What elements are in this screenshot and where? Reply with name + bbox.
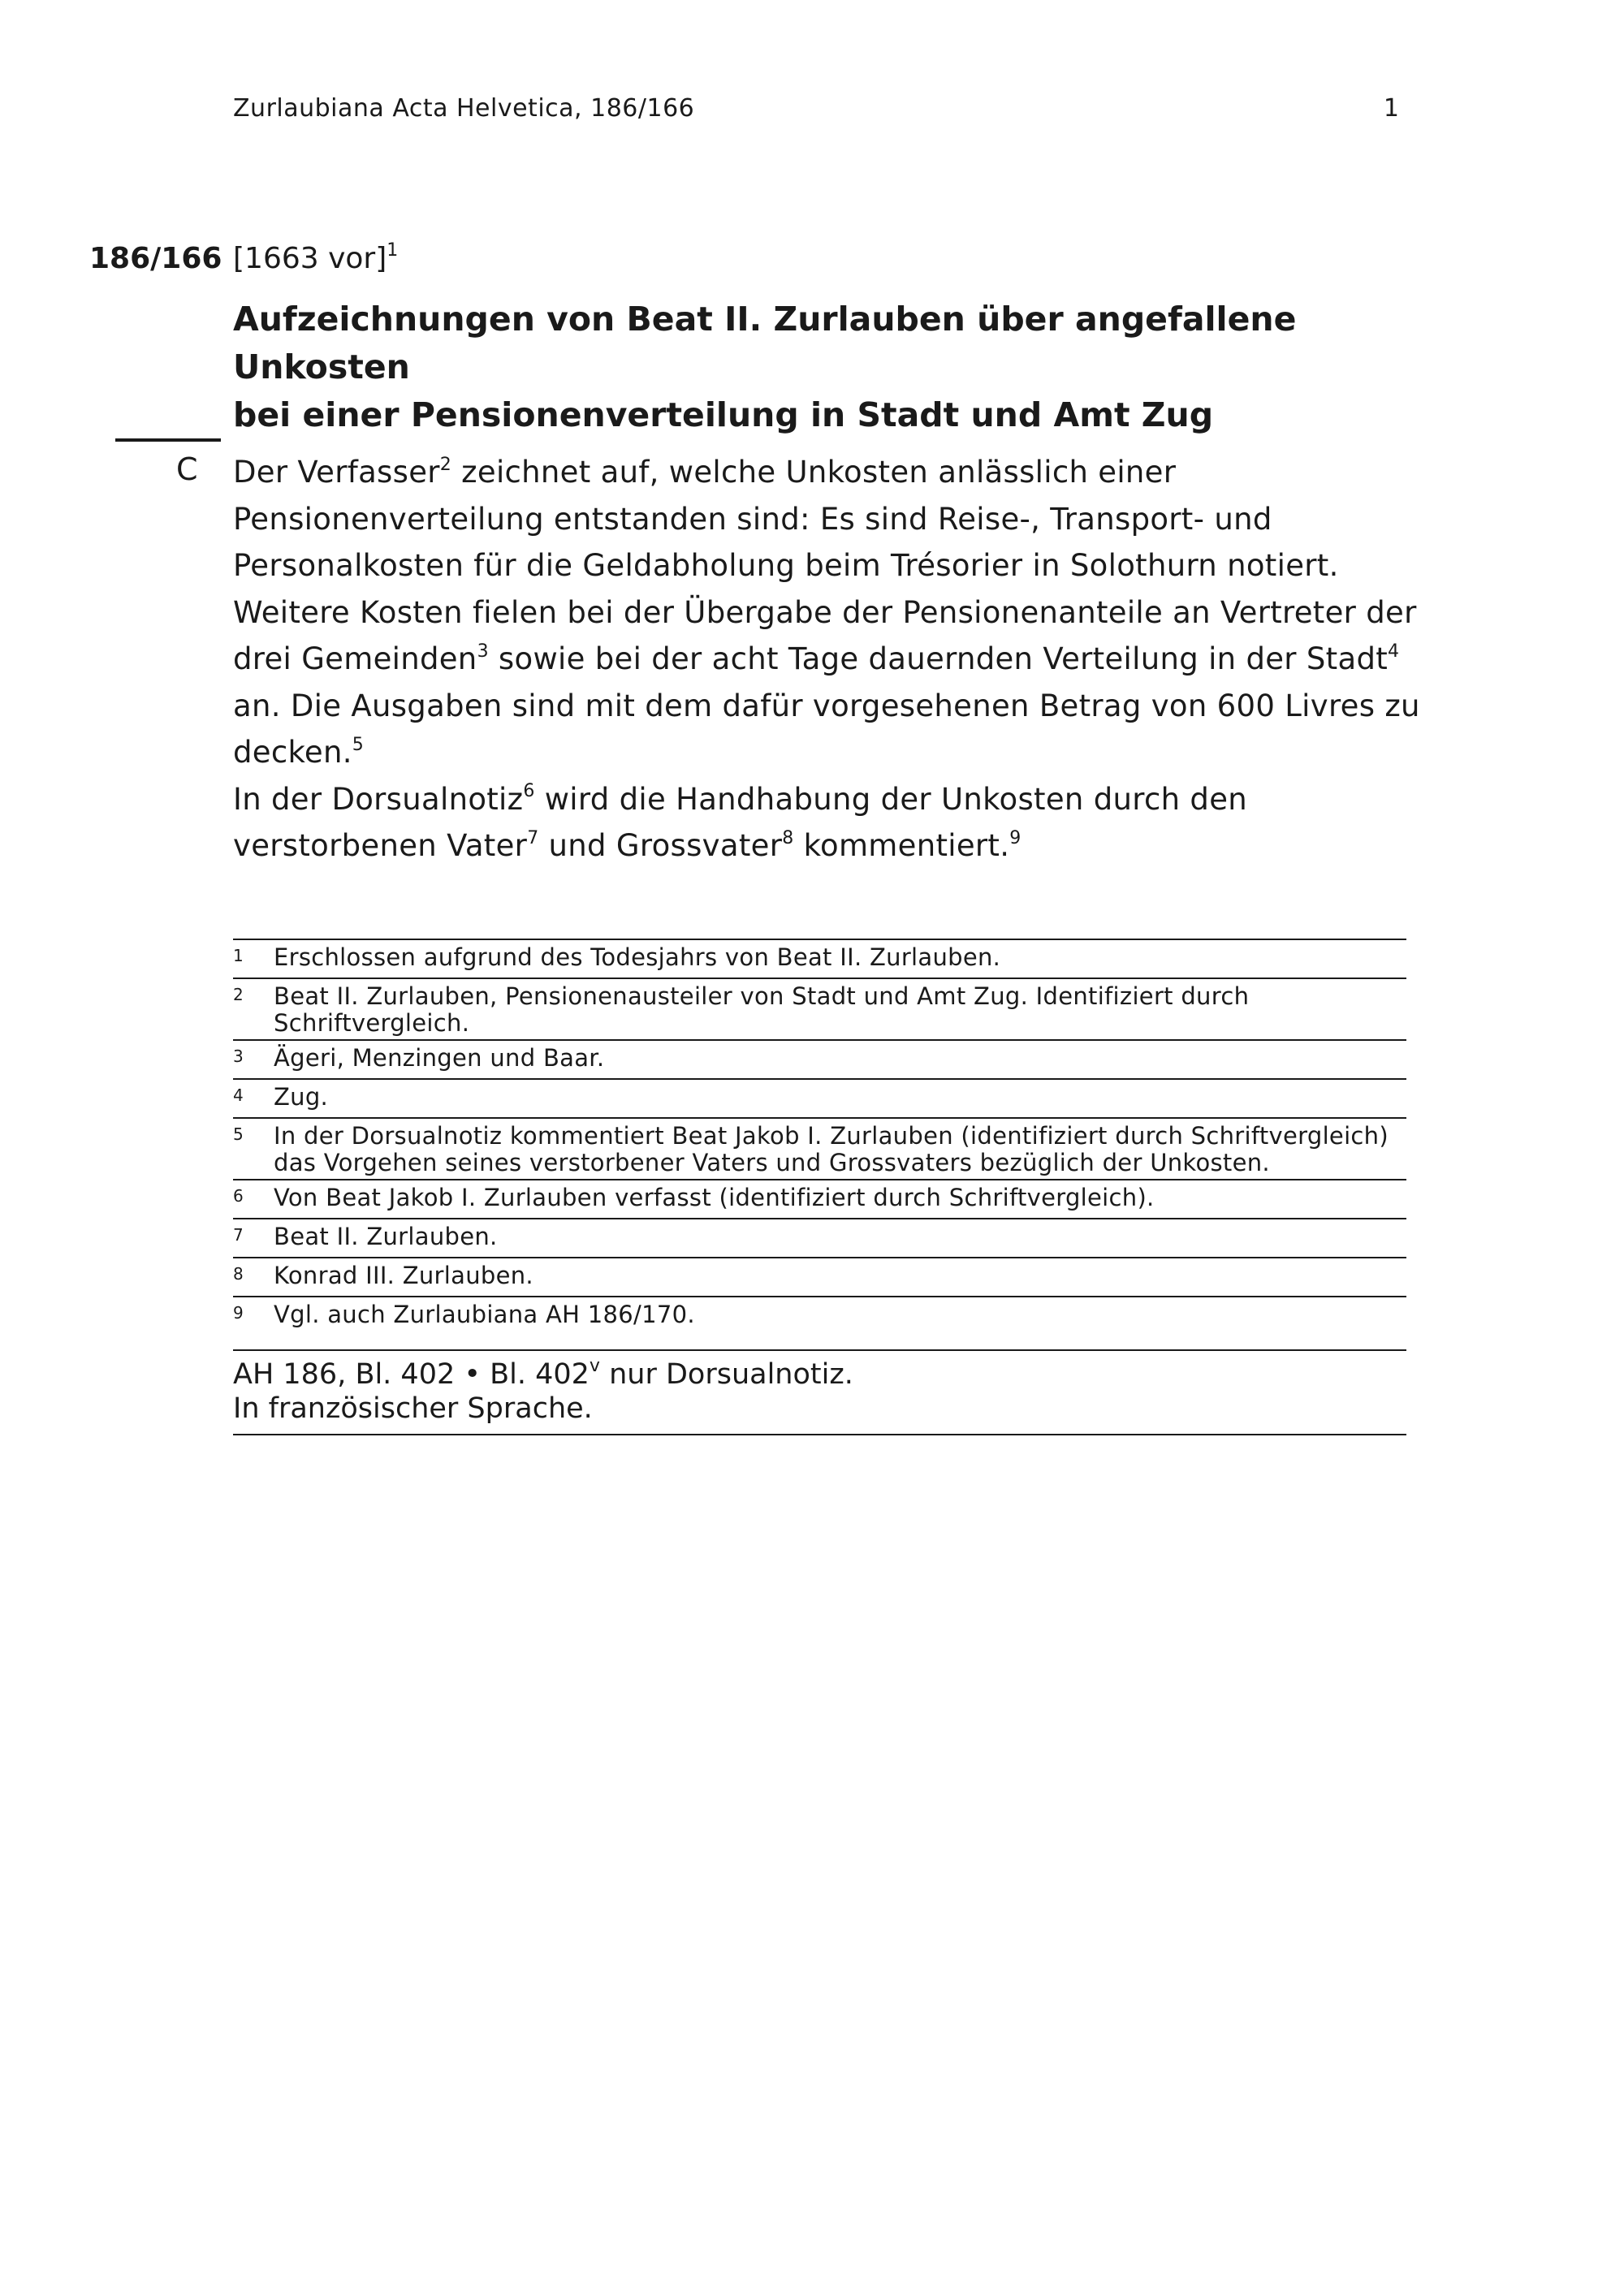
running-head: Zurlaubiana Acta Helvetica, 186/166 (233, 94, 695, 123)
footnote-text: Konrad III. Zurlauben. (274, 1262, 533, 1289)
footnote-text: In der Dorsualnotiz kommentiert Beat Jakob I. Zurlauben (identifiziert durch Schriftvergleich) das Vorgehen seines verstorbener Vaters und Grossvaters bezüglich der Unkosten. (274, 1122, 1389, 1176)
footnote-item (233, 1078, 1406, 1117)
footnote-item (233, 978, 1406, 1039)
footnote-ref[interactable]: 5 (352, 734, 365, 755)
page-number: 1 (1383, 94, 1399, 123)
verso-mark: v (589, 1356, 600, 1377)
footnote-number: 9 (233, 1303, 244, 1323)
footnote-number: 8 (233, 1264, 244, 1284)
footnote-number: 7 (233, 1225, 244, 1245)
footnote-ref[interactable]: 8 (782, 827, 794, 848)
title-line: bei einer Pensionenverteilung in Stadt und Amt Zug (233, 395, 1214, 434)
footnote-ref[interactable]: 1 (387, 240, 399, 261)
footnote-ref[interactable]: 2 (439, 454, 452, 475)
regest-text: wird die Handhabung der Unkosten durch den verstorbenen Vater (233, 781, 1248, 863)
footnote-ref[interactable]: 9 (1009, 827, 1021, 848)
source-note (233, 1349, 1406, 1435)
footnote-number: 5 (233, 1124, 244, 1144)
regest-text: sowie bei der acht Tage dauernden Verteilung in der Stadt (488, 641, 1389, 676)
margin-rule (115, 438, 221, 442)
date-text: [1663 vor] (233, 242, 387, 275)
regest-text: zeichnet auf, welche Unkosten anlässlich einer Pensionenverteilung entstanden sind: Es sind Reise-, Transport- und Personalkosten für die Geldabholung beim Trésorier in Solothurn notiert. Weitere Kosten fielen bei der Übergabe der Pensionenanteile an Vertreter der drei Gemeinden (233, 455, 1417, 676)
footnote-text: Von Beat Jakob I. Zurlauben verfasst (identifiziert durch Schriftvergleich). (274, 1184, 1155, 1211)
footnote-text: Ägeri, Menzingen und Baar. (274, 1044, 605, 1072)
regest-text: und Grossvater (538, 828, 783, 863)
footnotes (233, 939, 1406, 1435)
regest-text: In der Dorsualnotiz (233, 781, 524, 817)
footnote-number: 6 (233, 1186, 244, 1206)
footnote-text: Erschlossen aufgrund des Todesjahrs von Beat II. Zurlauben. (274, 943, 1001, 971)
footnote-text: Zug. (274, 1083, 329, 1111)
footnote-item (233, 1117, 1406, 1179)
regest-text: Der Verfasser (233, 455, 440, 490)
footnote-ref[interactable]: 7 (527, 827, 539, 848)
margin-letter: C (176, 451, 198, 487)
document-title (233, 296, 1419, 439)
footnote-item (233, 1039, 1406, 1078)
source-line: In französischer Sprache. (233, 1392, 593, 1425)
footnote-item (233, 939, 1406, 978)
footnote-item (233, 1179, 1406, 1218)
footnote-number: 2 (233, 985, 244, 1004)
footnote-ref[interactable]: 6 (523, 781, 535, 802)
footnote-text: Beat II. Zurlauben. (274, 1223, 498, 1250)
title-line: Aufzeichnungen von Beat II. Zurlauben über angefallene Unkosten (233, 300, 1297, 386)
footnote-ref[interactable]: 4 (1388, 641, 1400, 662)
footnote-number: 1 (233, 946, 244, 965)
footnote-number: 4 (233, 1085, 244, 1105)
regest-text: an. Die Ausgaben sind mit dem dafür vorgesehenen Betrag von 600 Livres zu decken. (233, 688, 1420, 770)
source-line: AH 186, Bl. 402 • Bl. 402$^v$ nur Dorsualnotiz. (233, 1356, 853, 1391)
regest-paragraph (233, 449, 1427, 776)
footnote-item (233, 1296, 1406, 1335)
regest-paragraph (233, 776, 1427, 870)
footnote-text: Beat II. Zurlauben, Pensionenausteiler von Stadt und Amt Zug. Identifiziert durch Schriftvergleich. (274, 982, 1250, 1037)
footnote-number: 3 (233, 1047, 244, 1066)
footnote-item (233, 1257, 1406, 1296)
document-date (233, 242, 398, 275)
regest-text: kommentiert. (793, 828, 1010, 863)
footnote-text: Vgl. auch Zurlaubiana AH 186/170. (274, 1301, 695, 1328)
footnote-item (233, 1218, 1406, 1257)
regest (233, 449, 1427, 870)
footnote-ref[interactable]: 3 (477, 641, 489, 662)
document-number: 186/166 (89, 242, 222, 275)
